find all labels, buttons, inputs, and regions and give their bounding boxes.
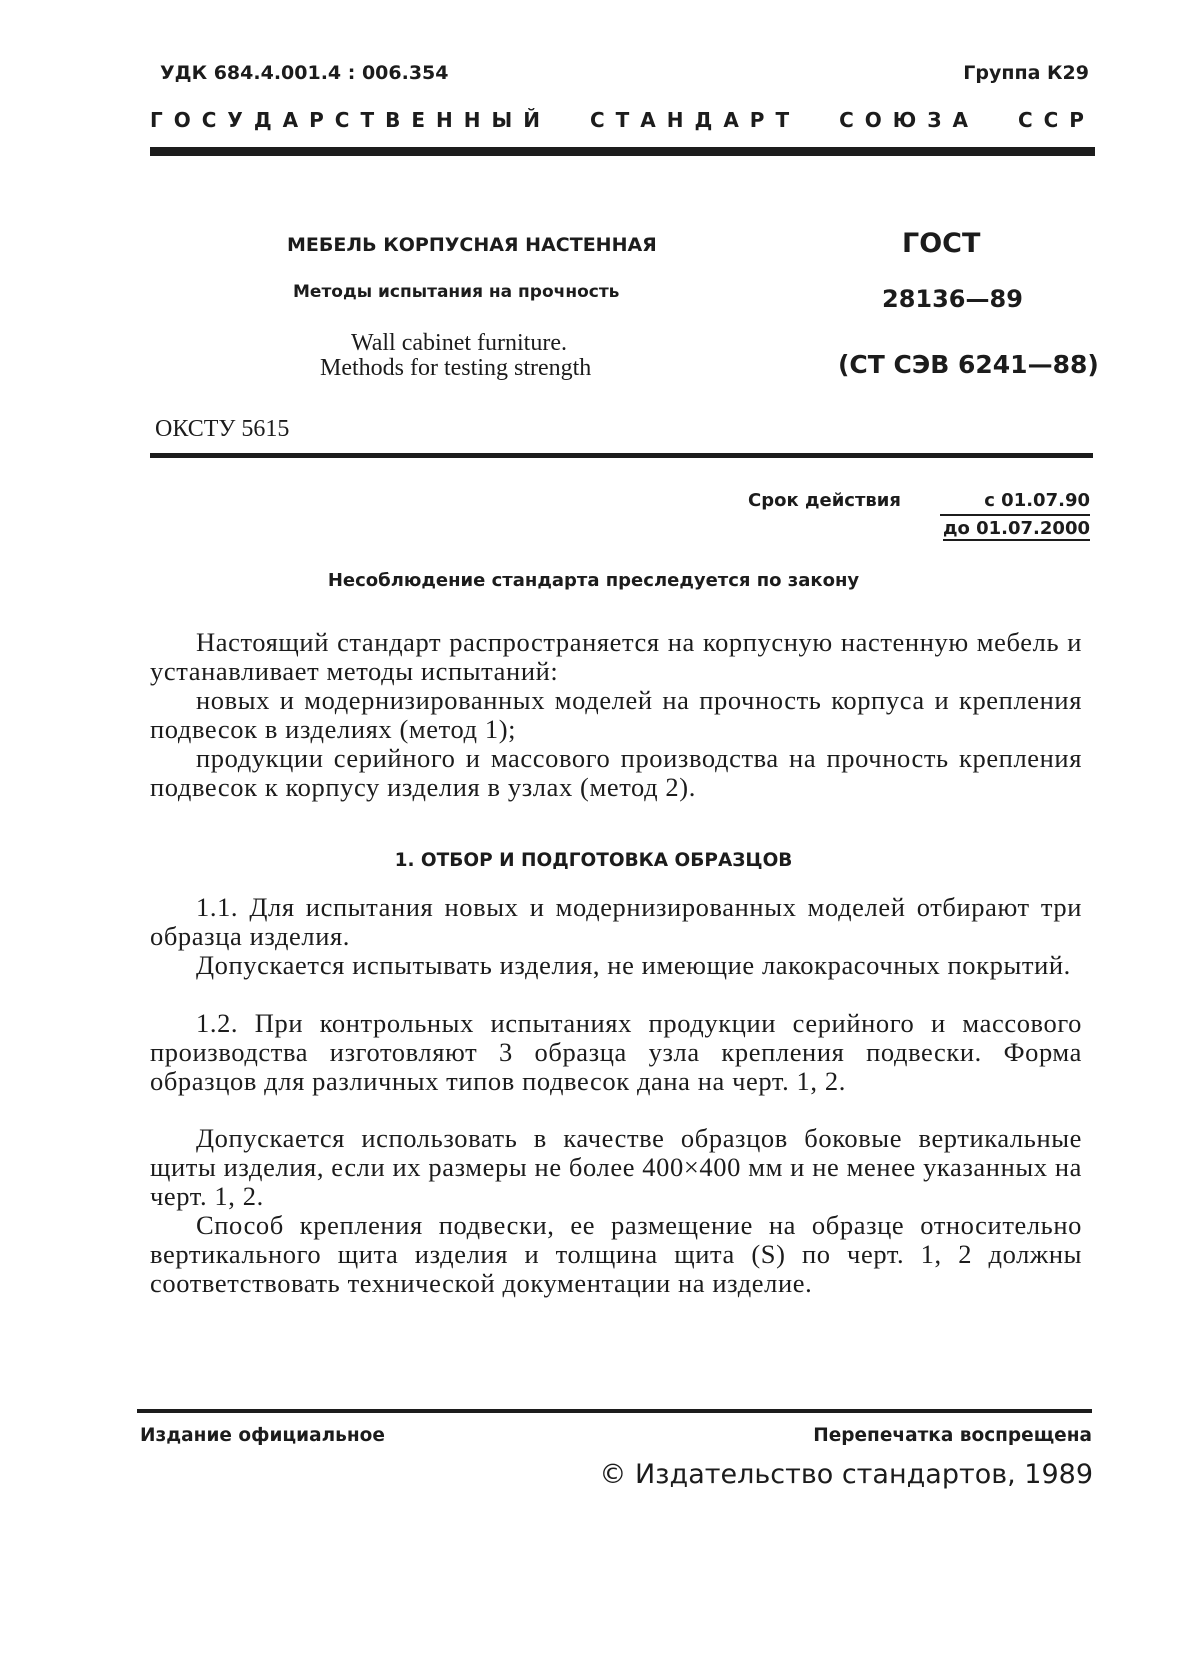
legal-notice: Несоблюдение стандарта преследуется по закону: [327, 570, 860, 591]
state-standard-banner: [150, 108, 1095, 132]
clause-1-2-method: Способ крепления подвески, ее размещение на образце относительно вертикального щита изделия и толщина щита (S) по черт. 1, 2 должны соответствовать технической документации на изделие.: [150, 1210, 1082, 1298]
valid-from-date: с 01.07.90: [984, 490, 1090, 511]
title-english-line-1: Wall cabinet furniture.: [351, 330, 567, 356]
title-russian: МЕБЕЛЬ КОРПУСНАЯ НАСТЕННАЯ: [287, 234, 657, 256]
okstu-code: ОКСТУ 5615: [155, 416, 290, 442]
clause-1-1-note: Допускается испытывать изделия, не имеющие лакокрасочных покрытий.: [196, 950, 1071, 980]
official-edition-label: Издание официальное: [140, 1425, 385, 1446]
intro-paragraph: Настоящий стандарт распространяется на корпусную настенную мебель и устанавливает методы испытаний:: [150, 627, 1082, 686]
top-rule: [150, 147, 1095, 156]
valid-to-date: до 01.07.2000: [942, 518, 1090, 539]
subtitle-russian: Методы испытания на прочность: [293, 282, 620, 302]
banner-word: ГОСУДАРСТВЕННЫЙ: [150, 108, 551, 132]
copyright-notice: © Издательство стандартов, 1989: [599, 1459, 1093, 1490]
reprint-prohibited-label: Перепечатка воспрещена: [813, 1425, 1092, 1446]
clause-1-2: 1.2. При контрольных испытаниях продукции серийного и массового производства изготовляют 3 образца узла крепления подвески. Форма образцов для различных типов подвесок дана на черт. 1, 2.: [150, 1008, 1082, 1096]
clause-1-2-note: Допускается использовать в качестве образцов боковые вертикальные щиты изделия, если их размеры не более 400×400 мм и не менее указанных на черт. 1, 2.: [150, 1123, 1082, 1211]
validity-label: Срок действия: [748, 490, 901, 511]
banner-word: СОЮЗА: [839, 108, 979, 132]
cmea-standard-number: (СТ СЭВ 6241—88): [838, 350, 1099, 379]
middle-rule: [150, 453, 1093, 458]
udk-code: УДК 684.4.001.4 : 006.354: [160, 62, 449, 84]
clause-1-1: 1.1. Для испытания новых и модернизированных моделей отбирают три образца изделия.: [150, 892, 1082, 951]
bottom-rule: [137, 1409, 1092, 1413]
gost-label: ГОСТ: [902, 228, 981, 259]
gost-number: 28136—89: [882, 285, 1023, 313]
banner-word: СТАНДАРТ: [589, 108, 801, 132]
section-heading: 1. ОТБОР И ПОДГОТОВКА ОБРАЗЦОВ: [394, 850, 793, 871]
group-code: Группа К29: [963, 62, 1089, 84]
title-english-line-2: Methods for testing strength: [320, 355, 592, 381]
intro-method-2: продукции серийного и массового производства на прочность крепления подвесок к корпусу изделия в узлах (метод 2).: [150, 743, 1082, 802]
banner-word: ССР: [1017, 108, 1095, 132]
intro-method-1: новых и модернизированных моделей на прочность корпуса и крепления подвесок в изделиях (метод 1);: [150, 685, 1082, 744]
validity-underline: [940, 514, 1090, 516]
